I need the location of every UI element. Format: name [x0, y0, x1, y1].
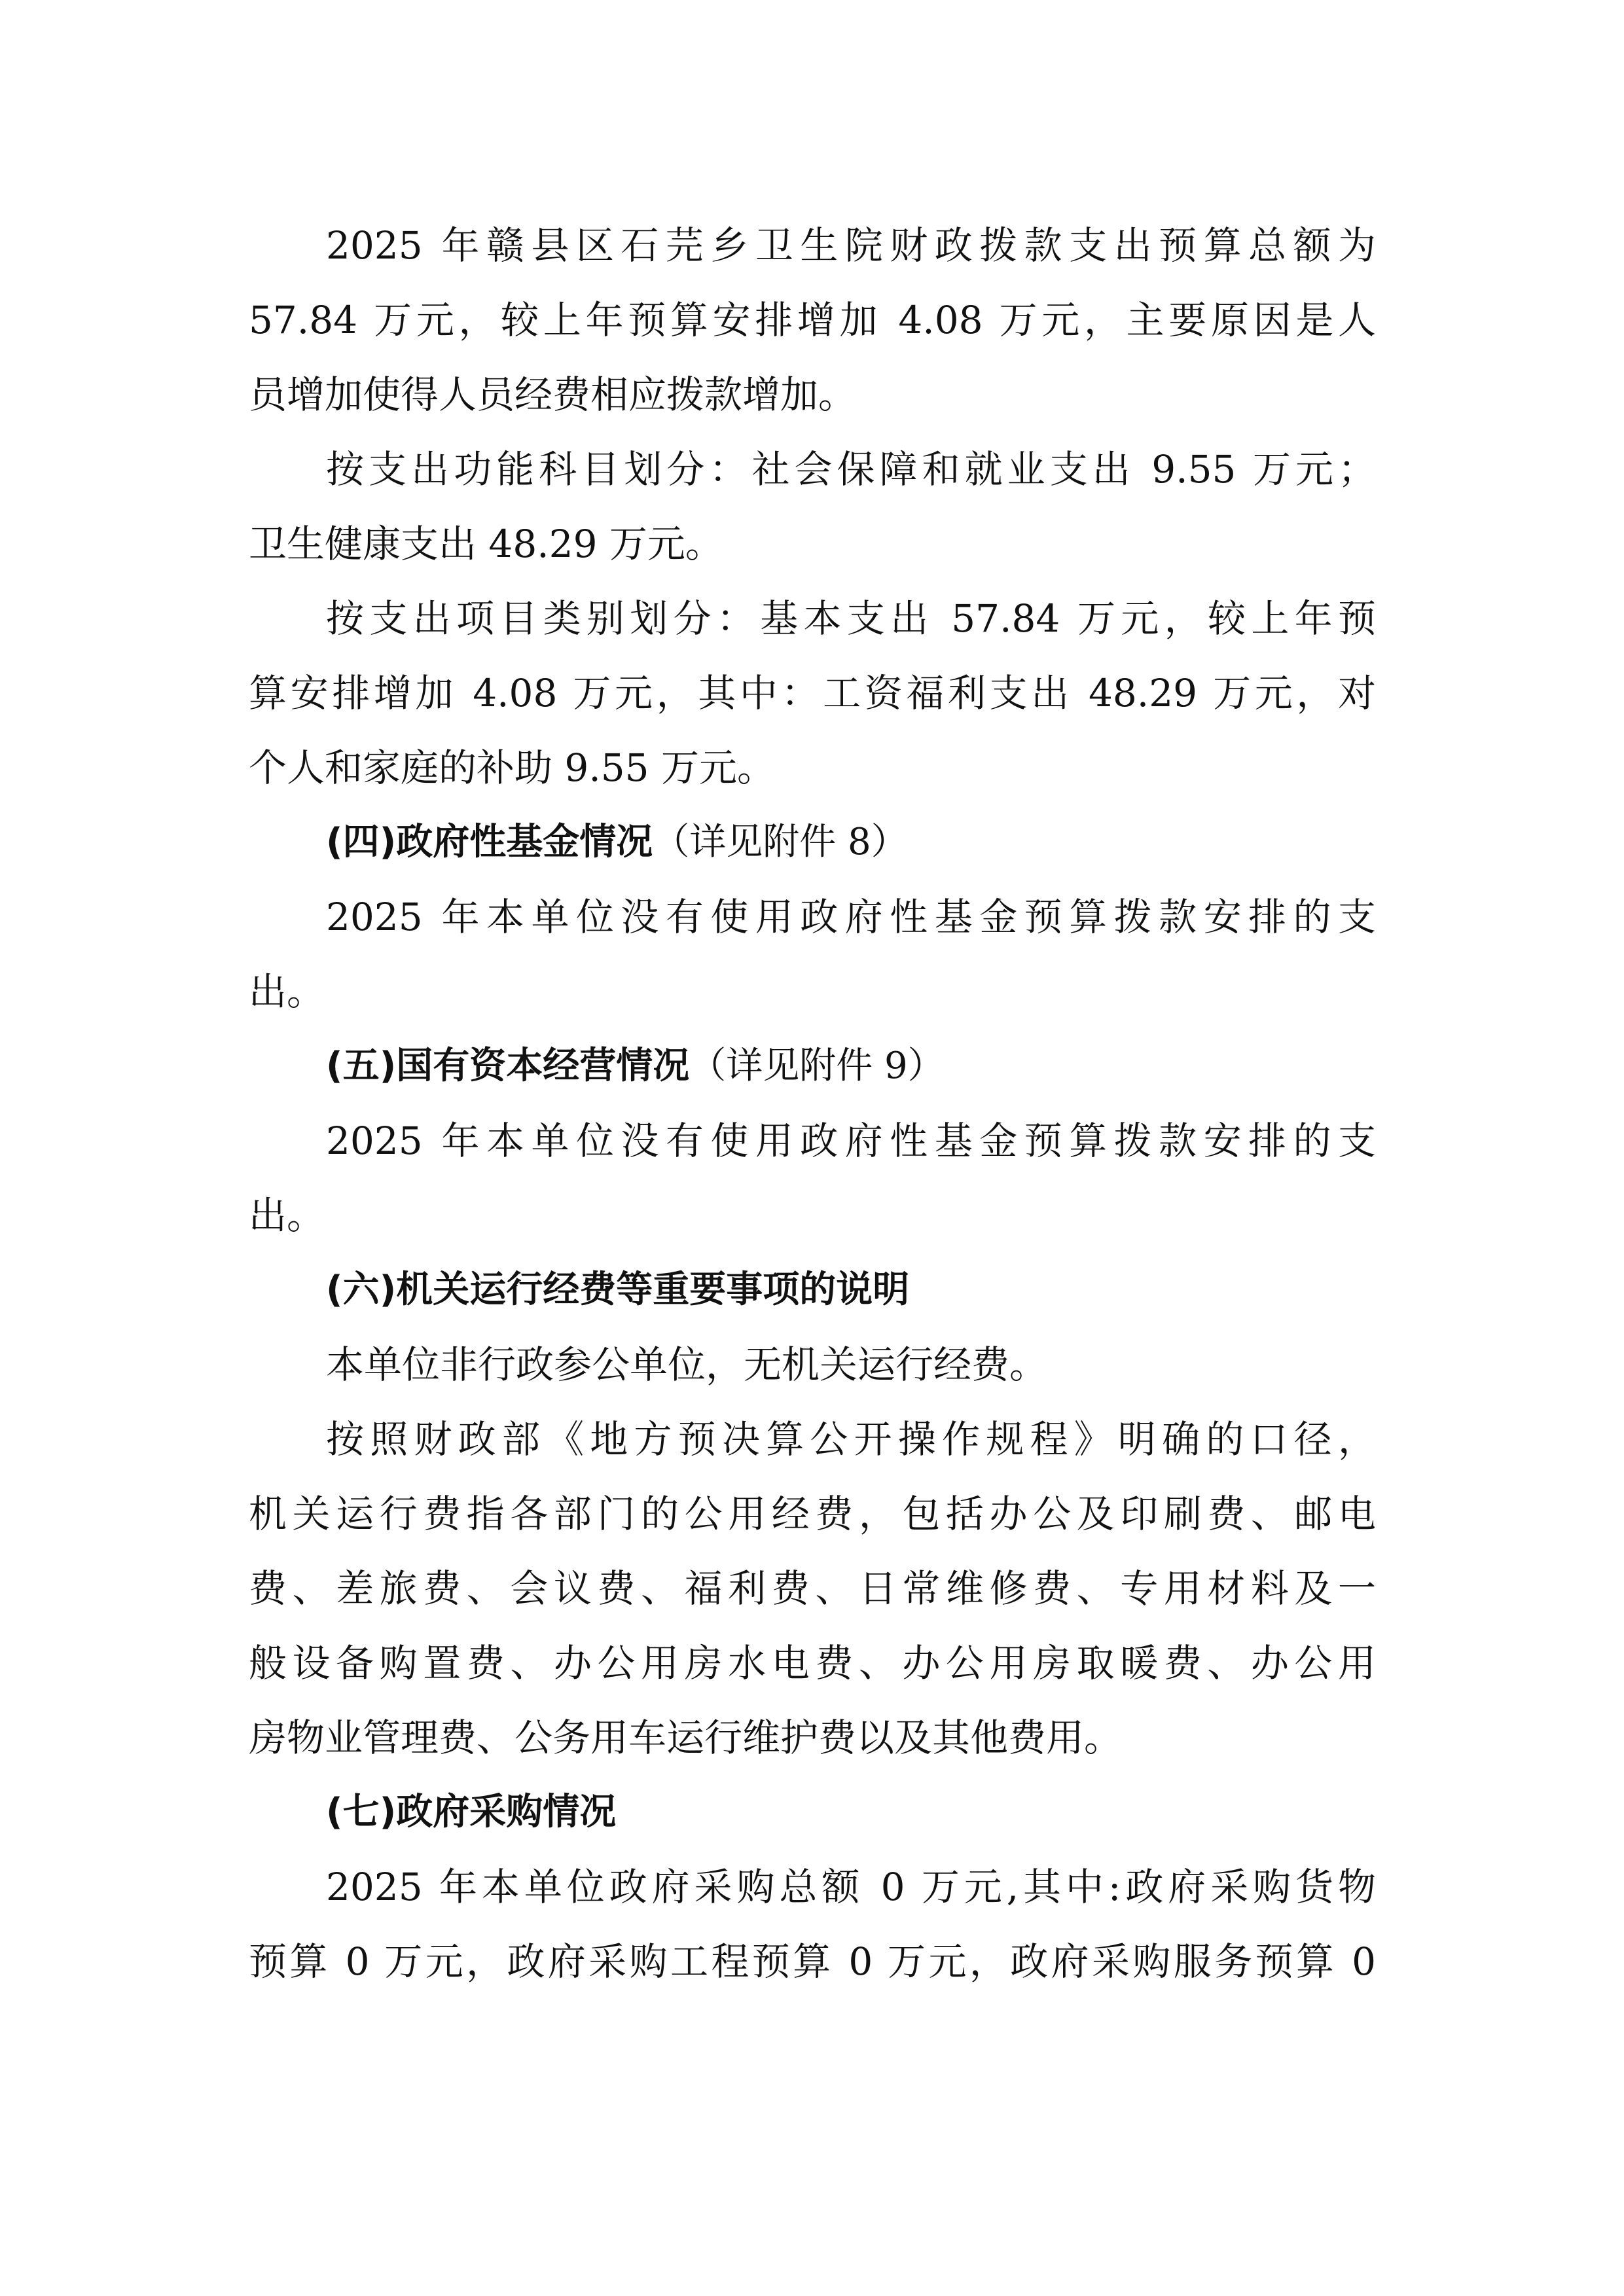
text-line: 算安排增加 4.08 万元，其中：工资福利支出 48.29 万元，对	[249, 671, 1376, 715]
heading-note: （详见附件 9）	[689, 1045, 945, 1087]
text-line: 按照财政部《地方预决算公开操作规程》明确的口径，	[326, 1417, 1376, 1462]
text-line: 57.84 万元，较上年预算安排增加 4.08 万元，主要原因是人	[249, 298, 1376, 342]
section-heading-procurement: (七)政府采购情况	[326, 1791, 617, 1833]
text-line: 机关运行费指各部门的公用经费，包括办公及印刷费、邮电	[249, 1492, 1376, 1536]
text-line: 房物业管理费、公务用车运行维护费以及其他费用。	[249, 1715, 1123, 1760]
section-heading-operating-expenses: (六)机关运行经费等重要事项的说明	[326, 1268, 910, 1311]
heading-note: （详见附件 8）	[653, 821, 908, 863]
text-line: 卫生健康支出 48.29 万元。	[249, 522, 723, 566]
document-page	[249, 208, 1376, 1999]
text-line: 2025 年本单位政府采购总额 0 万元,其中:政府采购货物	[326, 1865, 1376, 1909]
text-line: 般设备购置费、办公用房水电费、办公用房取暖费、办公用	[249, 1641, 1376, 1685]
heading-text: (四)政府性基金情况	[326, 821, 653, 863]
heading-text: (五)国有资本经营情况	[326, 1045, 690, 1087]
text-line: 个人和家庭的补助 9.55 万元。	[249, 745, 776, 790]
text-line: 2025 年本单位没有使用政府性基金预算拨款安排的支	[326, 1119, 1376, 1163]
text-line: 费、差旅费、会议费、福利费、日常维修费、专用材料及一	[249, 1566, 1376, 1611]
text-line: 2025 年赣县区石芫乡卫生院财政拨款支出预算总额为	[326, 223, 1376, 268]
section-heading-state-capital	[249, 1029, 1376, 1103]
text-line: 预算 0 万元，政府采购工程预算 0 万元，政府采购服务预算 0	[249, 1939, 1376, 1984]
text-line: 员增加使得人员经费相应拨款增加。	[249, 372, 857, 417]
text-line: 本单位非行政参公单位，无机关运行经费。	[326, 1342, 1048, 1387]
text-line: 出。	[249, 1193, 325, 1238]
text-line: 按支出功能科目划分：社会保障和就业支出 9.55 万元；	[326, 447, 1376, 492]
section-heading-government-fund	[249, 805, 1376, 880]
text-line: 出。	[249, 969, 325, 1014]
text-line: 2025 年本单位没有使用政府性基金预算拨款安排的支	[326, 895, 1376, 939]
text-line: 按支出项目类别划分：基本支出 57.84 万元，较上年预	[326, 596, 1376, 641]
